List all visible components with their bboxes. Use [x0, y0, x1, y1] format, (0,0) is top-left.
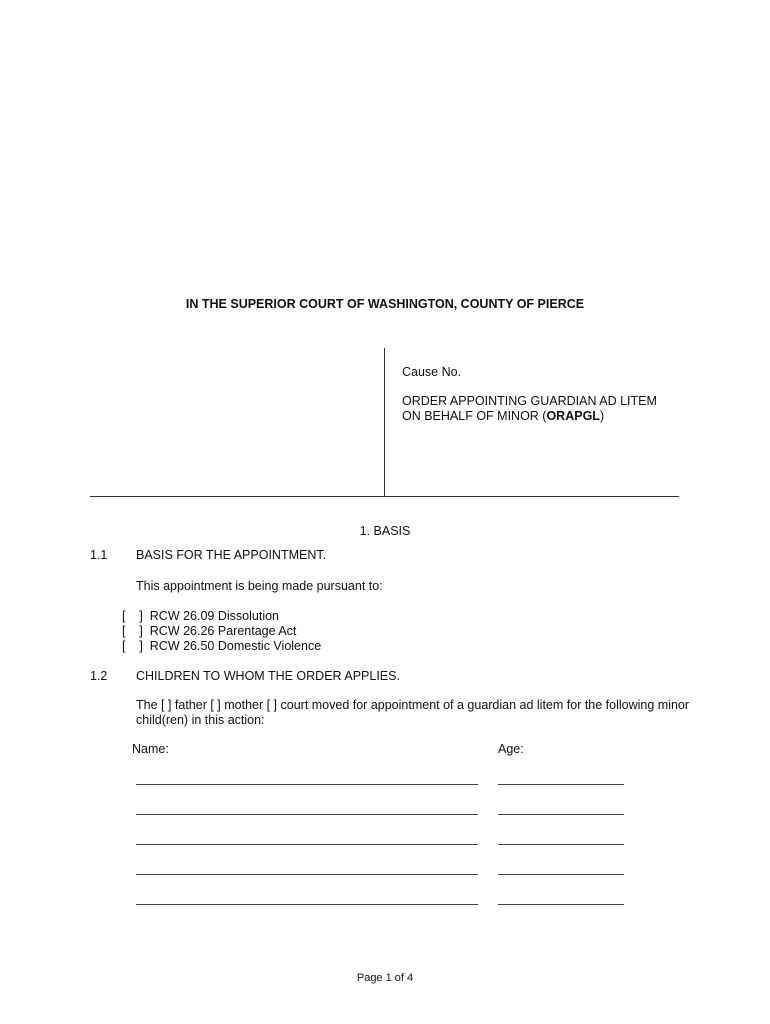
basis-option-parentage[interactable]: [ ] RCW 26.26 Parentage Act [122, 624, 297, 638]
item-number-1-1: 1.1 [90, 548, 108, 562]
caption-horizontal-divider [90, 496, 679, 497]
children-paragraph: The [ ] father [ ] mother [ ] court moved for appointment of a guardian ad litem for the following minor child(ren) in this action: [136, 698, 690, 727]
order-code: ORAPGL [546, 409, 600, 423]
name-column-label: Name: [132, 742, 169, 756]
child-name-field[interactable] [136, 904, 478, 905]
child-age-field[interactable] [498, 784, 624, 785]
basis-options-list [122, 609, 321, 654]
child-age-field[interactable] [498, 904, 624, 905]
item-heading-1-2: CHILDREN TO WHOM THE ORDER APPLIES. [136, 669, 400, 683]
child-name-field[interactable] [136, 814, 478, 815]
court-title: IN THE SUPERIOR COURT OF WASHINGTON, COUNTY OF PIERCE [185, 297, 585, 311]
item-number-1-2: 1.2 [90, 669, 108, 683]
order-title [402, 394, 657, 424]
order-title-line2 [402, 409, 657, 424]
child-age-field[interactable] [498, 874, 624, 875]
basis-intro-text: This appointment is being made pursuant to: [136, 579, 383, 593]
order-title-prefix: ON BEHALF OF MINOR ( [402, 409, 547, 423]
child-name-field[interactable] [136, 874, 478, 875]
item-heading-1-1: BASIS FOR THE APPOINTMENT. [136, 548, 327, 562]
caption-vertical-divider [384, 348, 385, 497]
cause-number-label: Cause No. [402, 365, 462, 379]
page-number: Page 1 of 4 [356, 972, 414, 984]
section-title-basis: 1. BASIS [359, 524, 411, 538]
child-name-field[interactable] [136, 784, 478, 785]
child-age-field[interactable] [498, 814, 624, 815]
order-title-suffix: ) [599, 409, 605, 423]
order-title-line1: ORDER APPOINTING GUARDIAN AD LITEM [402, 394, 657, 408]
child-name-field[interactable] [136, 844, 478, 845]
child-age-field[interactable] [498, 844, 624, 845]
basis-option-dissolution[interactable]: [ ] RCW 26.09 Dissolution [122, 609, 280, 623]
age-column-label: Age: [498, 742, 524, 756]
basis-option-domestic-violence[interactable]: [ ] RCW 26.50 Domestic Violence [122, 639, 322, 653]
